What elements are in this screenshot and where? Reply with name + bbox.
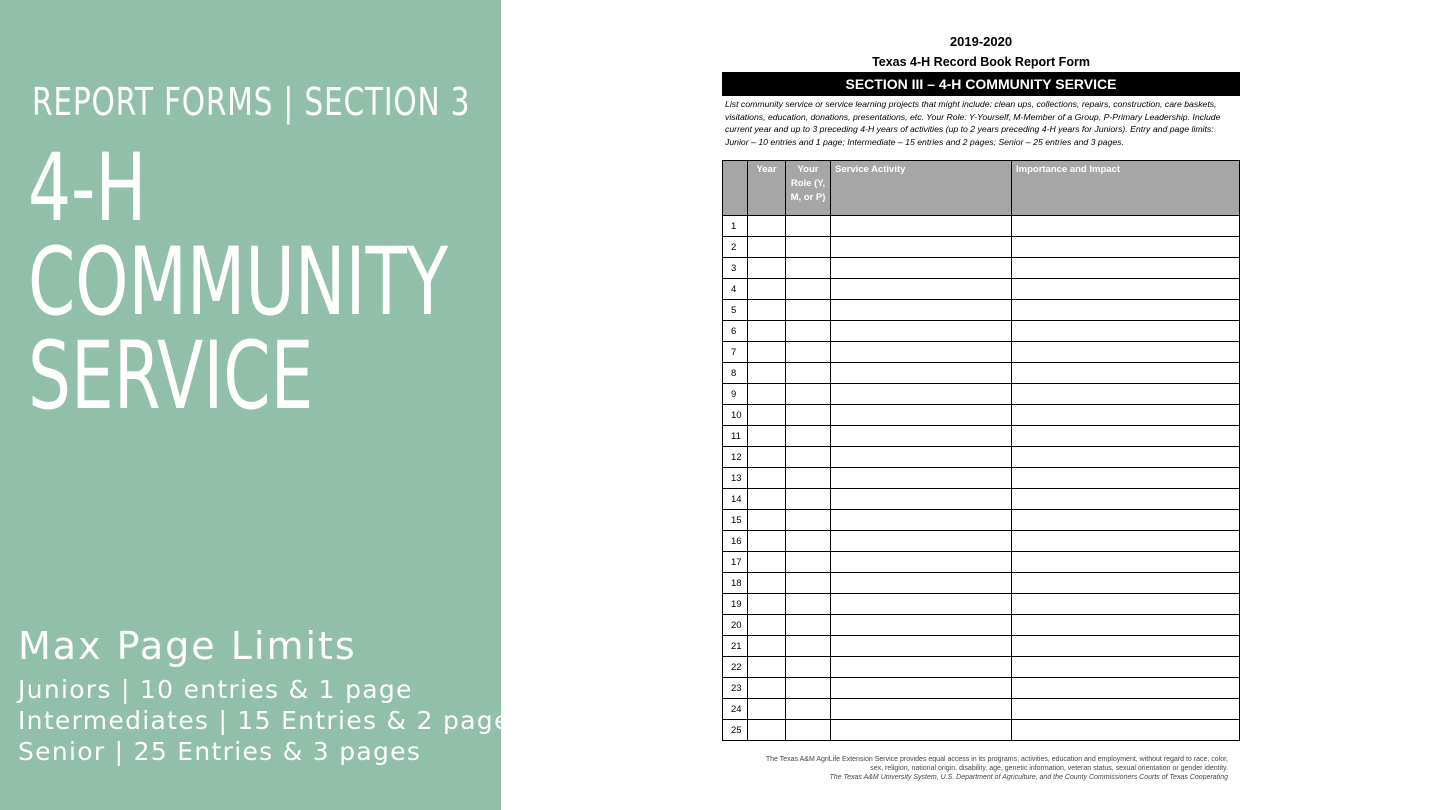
- row-number: 14: [723, 489, 748, 510]
- cell-role[interactable]: [786, 657, 831, 678]
- cell-role[interactable]: [786, 363, 831, 384]
- form-title: Texas 4-H Record Book Report Form: [872, 55, 1090, 69]
- table-row: [723, 405, 1240, 426]
- title-line: 4-H: [28, 134, 147, 243]
- table-row: [723, 573, 1240, 594]
- cell-service-activity[interactable]: [831, 678, 1012, 699]
- cell-year[interactable]: [748, 489, 786, 510]
- cell-role[interactable]: [786, 615, 831, 636]
- cell-importance-impact[interactable]: [1012, 216, 1240, 237]
- cell-role[interactable]: [786, 468, 831, 489]
- cell-year[interactable]: [748, 468, 786, 489]
- cell-importance-impact[interactable]: [1012, 720, 1240, 741]
- cell-role[interactable]: [786, 321, 831, 342]
- cell-service-activity[interactable]: [831, 216, 1012, 237]
- cell-service-activity[interactable]: [831, 615, 1012, 636]
- form-instructions: List community service or service learning projects that might include: clean ups, collections, repairs, construction, care baskets, visitations, education, donations, presentations, etc. Your Role: Y-Yourself, M-Member of a Group, P-Primary Leadership. Include current year and up to 3 preceding 4-H years of activities (up to 2 years preceding 4-H years for Juniors). Entry and page limits: Junior – 10 entries and 1 page; Intermediate – 15 entries and 2 pages; Senior – 25 entries and 3 pages.: [725, 99, 1221, 147]
- table-row: [723, 699, 1240, 720]
- cell-year[interactable]: [748, 573, 786, 594]
- cell-importance-impact[interactable]: [1012, 426, 1240, 447]
- table-row: [723, 342, 1240, 363]
- form-year: 2019-2020: [949, 34, 1013, 49]
- row-number: 8: [723, 363, 748, 384]
- row-number: 4: [723, 279, 748, 300]
- table-row: [723, 489, 1240, 510]
- cell-role[interactable]: [786, 258, 831, 279]
- cell-role[interactable]: [786, 279, 831, 300]
- form-footer: [722, 755, 1240, 782]
- cell-role[interactable]: [786, 699, 831, 720]
- cell-role[interactable]: [786, 237, 831, 258]
- cell-role[interactable]: [786, 384, 831, 405]
- cell-service-activity[interactable]: [831, 405, 1012, 426]
- cell-service-activity[interactable]: [831, 657, 1012, 678]
- cell-year[interactable]: [748, 594, 786, 615]
- cell-year[interactable]: [748, 279, 786, 300]
- cell-service-activity[interactable]: [831, 342, 1012, 363]
- col-importance-impact: Importance and Impact: [1012, 161, 1240, 216]
- cell-year[interactable]: [748, 300, 786, 321]
- limit-senior: Senior | 25 Entries & 3 pages: [18, 737, 422, 766]
- row-number: 25: [723, 720, 748, 741]
- cell-year[interactable]: [748, 657, 786, 678]
- cell-importance-impact[interactable]: [1012, 279, 1240, 300]
- cell-role[interactable]: [786, 405, 831, 426]
- left-panel: [0, 0, 525, 810]
- cell-importance-impact[interactable]: [1012, 237, 1240, 258]
- row-number: 21: [723, 636, 748, 657]
- cell-role[interactable]: [786, 447, 831, 468]
- cell-importance-impact[interactable]: [1012, 552, 1240, 573]
- row-number: 23: [723, 678, 748, 699]
- cell-importance-impact[interactable]: [1012, 321, 1240, 342]
- table-row: [723, 468, 1240, 489]
- cell-importance-impact[interactable]: [1012, 615, 1240, 636]
- row-number: 2: [723, 237, 748, 258]
- cell-year[interactable]: [748, 678, 786, 699]
- cell-year[interactable]: [748, 531, 786, 552]
- cell-role[interactable]: [786, 720, 831, 741]
- section-header: SECTION III – 4-H COMMUNITY SERVICE: [722, 72, 1240, 96]
- cell-importance-impact[interactable]: [1012, 657, 1240, 678]
- cell-year[interactable]: [748, 237, 786, 258]
- cell-importance-impact[interactable]: [1012, 510, 1240, 531]
- cell-service-activity[interactable]: [831, 531, 1012, 552]
- table-row: [723, 657, 1240, 678]
- table-row: [723, 300, 1240, 321]
- table-row: [723, 531, 1240, 552]
- row-number: 7: [723, 342, 748, 363]
- row-number: 5: [723, 300, 748, 321]
- col-role: Your Role (Y, M, or P): [786, 161, 831, 216]
- footer-line: sex, religion, national origin, disability, age, genetic information, veteran status, sexual orientation or gender identity.: [870, 765, 1228, 772]
- cell-importance-impact[interactable]: [1012, 363, 1240, 384]
- cell-service-activity[interactable]: [831, 552, 1012, 573]
- cell-importance-impact[interactable]: [1012, 636, 1240, 657]
- footer-line: The Texas A&M AgriLife Extension Service provides equal access in its programs, activities, education and employment, without regard to race, color,: [765, 756, 1228, 763]
- cell-service-activity[interactable]: [831, 237, 1012, 258]
- row-number: 9: [723, 384, 748, 405]
- cell-importance-impact[interactable]: [1012, 699, 1240, 720]
- cell-role[interactable]: [786, 573, 831, 594]
- cell-service-activity[interactable]: [831, 279, 1012, 300]
- row-number: 17: [723, 552, 748, 573]
- cell-role[interactable]: [786, 489, 831, 510]
- cell-year[interactable]: [748, 699, 786, 720]
- table-row: [723, 447, 1240, 468]
- cell-service-activity[interactable]: [831, 258, 1012, 279]
- report-form: [722, 32, 1240, 782]
- cell-service-activity[interactable]: [831, 447, 1012, 468]
- cell-year[interactable]: [748, 258, 786, 279]
- cell-year[interactable]: [748, 405, 786, 426]
- section-kicker: REPORT FORMS | SECTION 3: [32, 80, 471, 124]
- cell-service-activity[interactable]: [831, 468, 1012, 489]
- cell-importance-impact[interactable]: [1012, 594, 1240, 615]
- cell-service-activity[interactable]: [831, 594, 1012, 615]
- row-number: 6: [723, 321, 748, 342]
- cell-role[interactable]: [786, 426, 831, 447]
- footer-line: The Texas A&M University System, U.S. Department of Agriculture, and the County Commissioners Courts of Texas Cooperating: [829, 774, 1228, 781]
- row-number: 19: [723, 594, 748, 615]
- table-row: [723, 237, 1240, 258]
- cell-year[interactable]: [748, 426, 786, 447]
- limit-intermediates: Intermediates | 15 Entries & 2 pages: [18, 706, 525, 735]
- cell-importance-impact[interactable]: [1012, 531, 1240, 552]
- cell-service-activity[interactable]: [831, 720, 1012, 741]
- table-row: [723, 636, 1240, 657]
- cell-role[interactable]: [786, 531, 831, 552]
- cell-importance-impact[interactable]: [1012, 468, 1240, 489]
- limits-title: Max Page Limits: [18, 624, 357, 668]
- row-number: 10: [723, 405, 748, 426]
- row-number: 3: [723, 258, 748, 279]
- limit-juniors: Juniors | 10 entries & 1 page: [18, 675, 413, 704]
- cell-service-activity[interactable]: [831, 384, 1012, 405]
- cell-importance-impact[interactable]: [1012, 384, 1240, 405]
- row-number: 13: [723, 468, 748, 489]
- table-row: [723, 510, 1240, 531]
- cell-year[interactable]: [748, 510, 786, 531]
- col-number: [723, 161, 748, 216]
- title-line: SERVICE: [28, 322, 314, 431]
- cell-role[interactable]: [786, 636, 831, 657]
- row-number: 11: [723, 426, 748, 447]
- cell-importance-impact[interactable]: [1012, 342, 1240, 363]
- table-header-row: [723, 161, 1240, 216]
- cell-service-activity[interactable]: [831, 573, 1012, 594]
- cell-importance-impact[interactable]: [1012, 258, 1240, 279]
- cell-year[interactable]: [748, 552, 786, 573]
- title-line: COMMUNITY: [28, 228, 449, 337]
- table-row: [723, 279, 1240, 300]
- cell-year[interactable]: [748, 216, 786, 237]
- cell-year[interactable]: [748, 615, 786, 636]
- table-row: [723, 552, 1240, 573]
- cell-service-activity[interactable]: [831, 489, 1012, 510]
- cell-year[interactable]: [748, 321, 786, 342]
- cell-importance-impact[interactable]: [1012, 447, 1240, 468]
- row-number: 22: [723, 657, 748, 678]
- cell-importance-impact[interactable]: [1012, 405, 1240, 426]
- cell-service-activity[interactable]: [831, 510, 1012, 531]
- cell-year[interactable]: [748, 342, 786, 363]
- row-number: 15: [723, 510, 748, 531]
- table-row: [723, 363, 1240, 384]
- row-number: 12: [723, 447, 748, 468]
- table-row: [723, 720, 1240, 741]
- cell-service-activity[interactable]: [831, 636, 1012, 657]
- cell-role[interactable]: [786, 594, 831, 615]
- cell-service-activity[interactable]: [831, 321, 1012, 342]
- cell-service-activity[interactable]: [831, 363, 1012, 384]
- cell-role[interactable]: [786, 342, 831, 363]
- cell-importance-impact[interactable]: [1012, 678, 1240, 699]
- cell-service-activity[interactable]: [831, 300, 1012, 321]
- page-limits: [18, 624, 525, 767]
- row-number: 20: [723, 615, 748, 636]
- cell-year[interactable]: [748, 720, 786, 741]
- row-number: 18: [723, 573, 748, 594]
- table-row: [723, 426, 1240, 447]
- page-title: [28, 134, 449, 431]
- cell-service-activity[interactable]: [831, 426, 1012, 447]
- col-year: Year: [748, 161, 786, 216]
- cell-importance-impact[interactable]: [1012, 489, 1240, 510]
- table-row: [723, 321, 1240, 342]
- table-row: [723, 384, 1240, 405]
- cell-year[interactable]: [748, 447, 786, 468]
- table-row: [723, 615, 1240, 636]
- cell-role[interactable]: [786, 678, 831, 699]
- table-row: [723, 678, 1240, 699]
- cell-year[interactable]: [748, 363, 786, 384]
- cell-importance-impact[interactable]: [1012, 573, 1240, 594]
- cell-role[interactable]: [786, 300, 831, 321]
- cell-service-activity[interactable]: [831, 699, 1012, 720]
- cell-year[interactable]: [748, 384, 786, 405]
- row-number: 1: [723, 216, 748, 237]
- cell-year[interactable]: [748, 636, 786, 657]
- cell-importance-impact[interactable]: [1012, 300, 1240, 321]
- table-row: [723, 216, 1240, 237]
- table-row: [723, 258, 1240, 279]
- row-number: 16: [723, 531, 748, 552]
- table-row: [723, 594, 1240, 615]
- cell-role[interactable]: [786, 216, 831, 237]
- col-service-activity: Service Activity: [831, 161, 1012, 216]
- row-number: 24: [723, 699, 748, 720]
- cell-role[interactable]: [786, 510, 831, 531]
- service-table: [722, 160, 1240, 741]
- cell-role[interactable]: [786, 552, 831, 573]
